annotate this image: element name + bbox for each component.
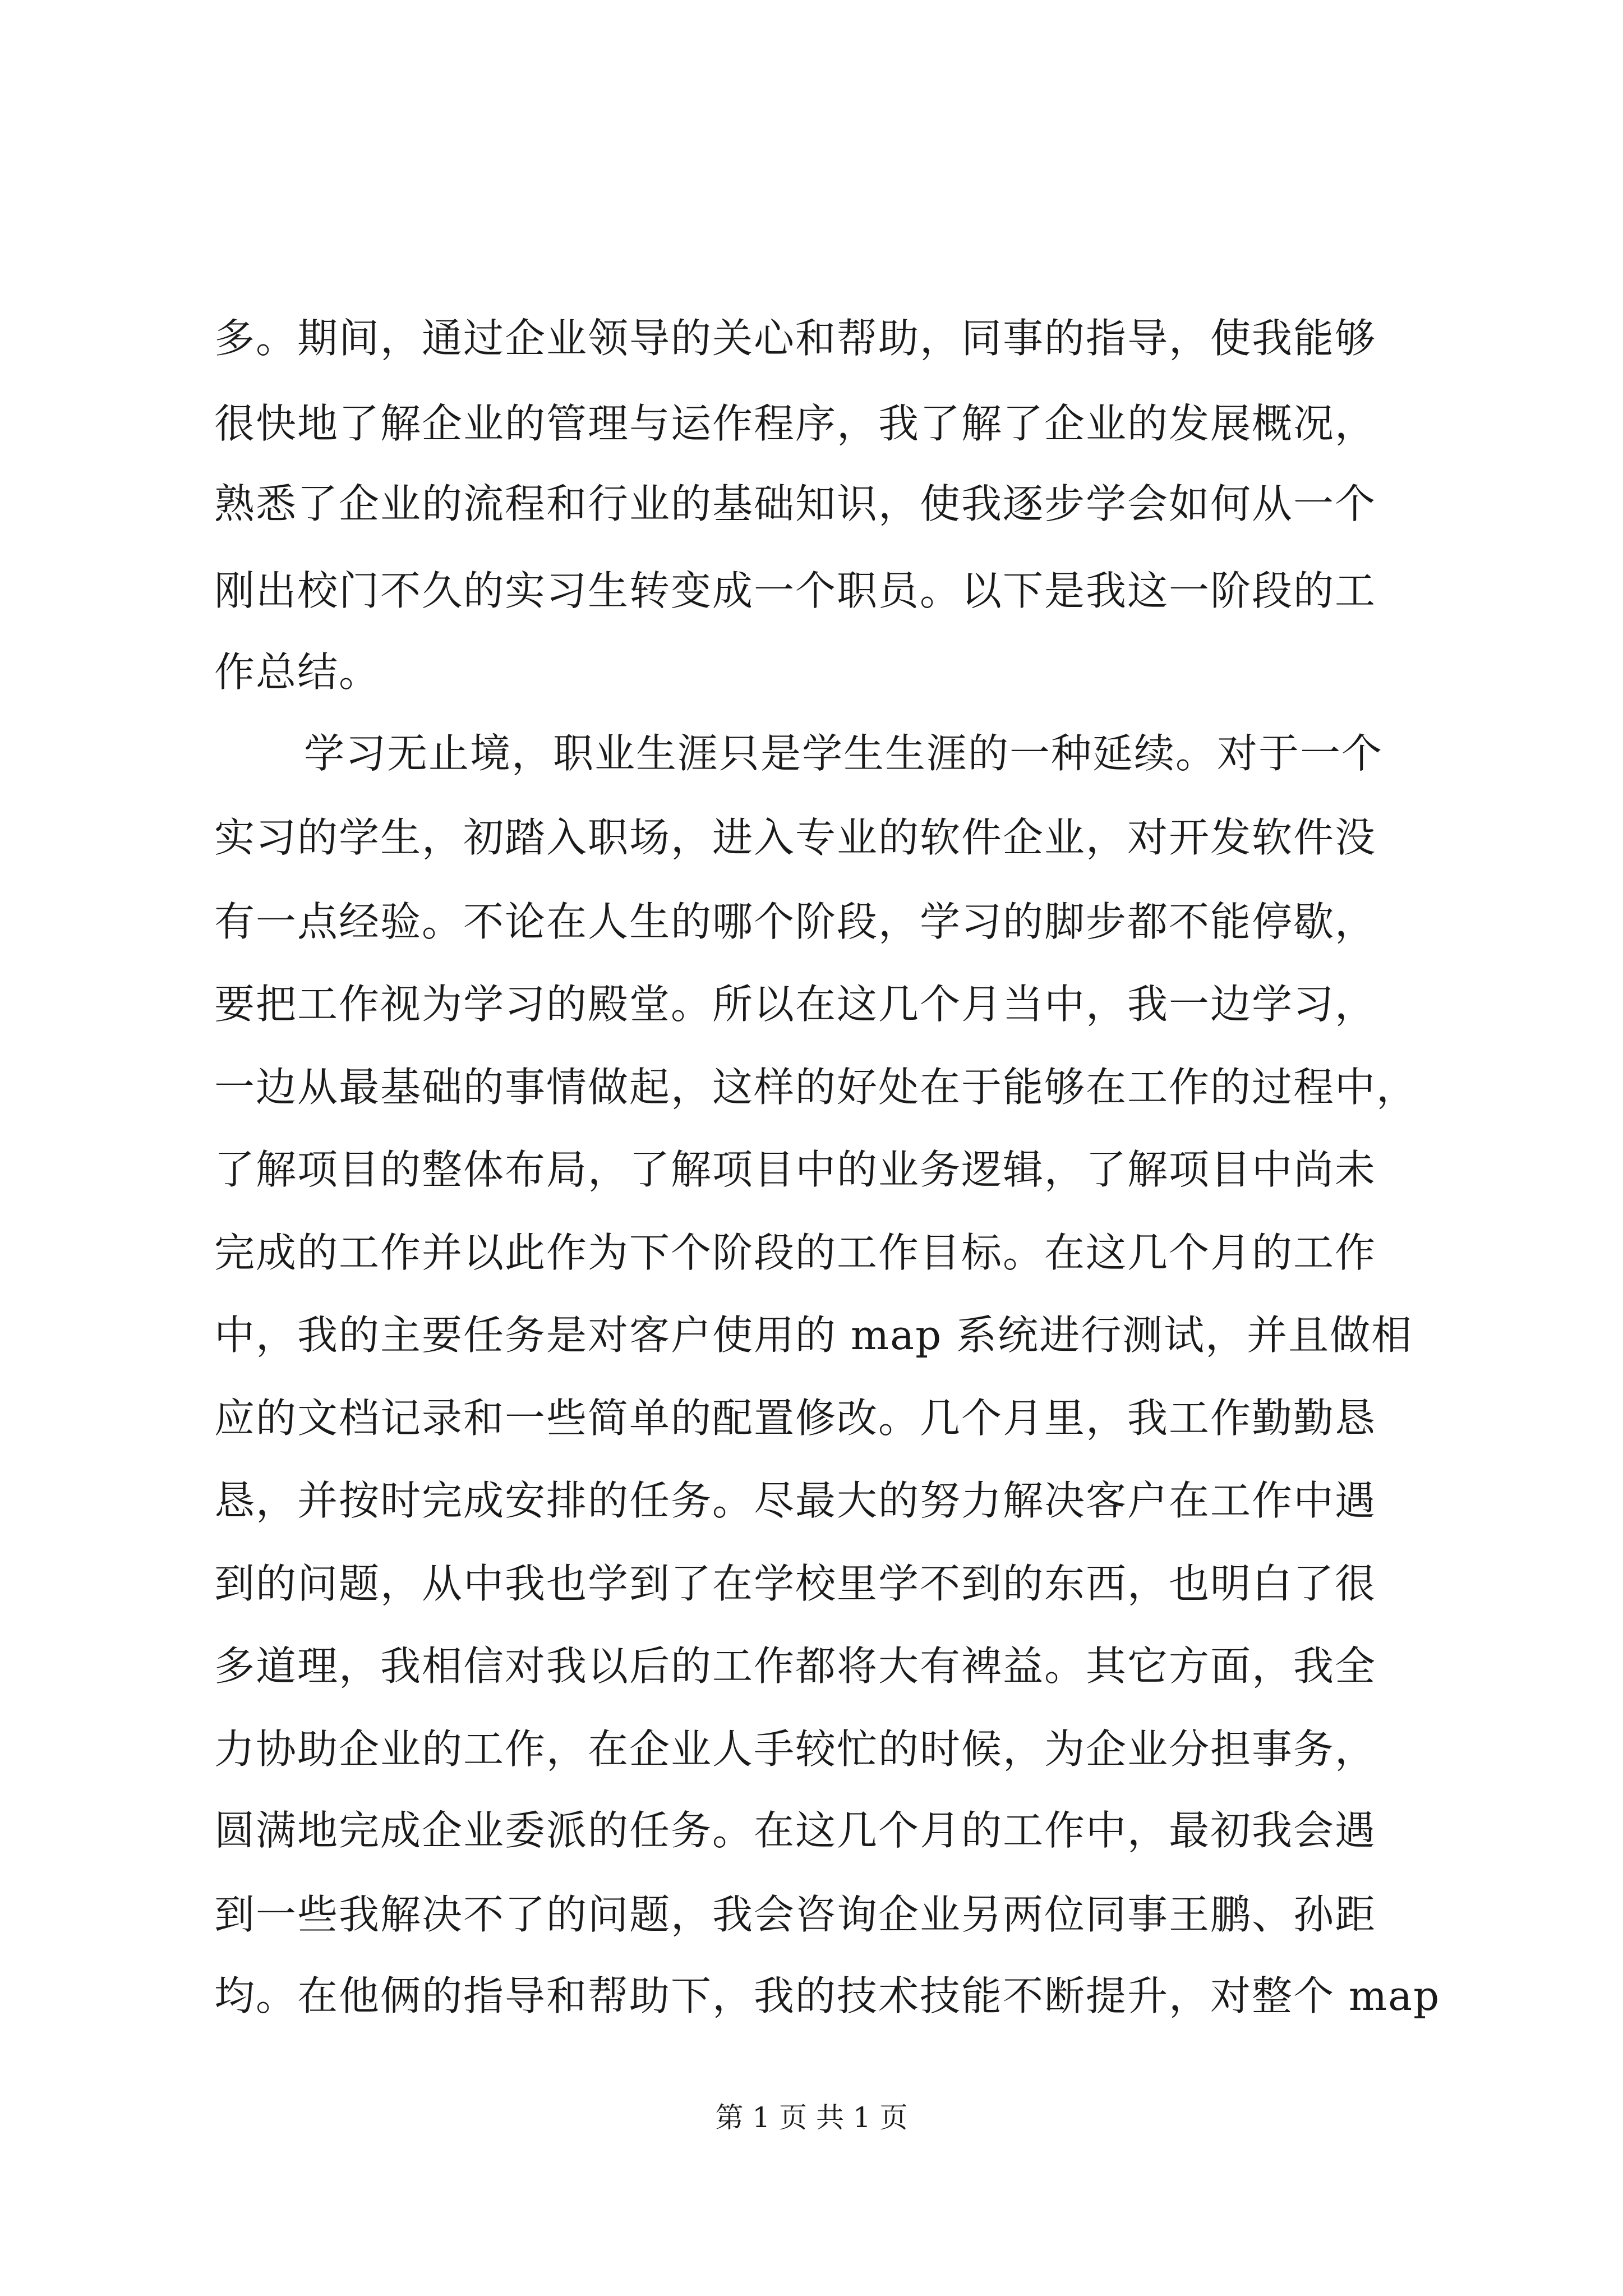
text-line: 作总结。	[214, 648, 381, 696]
text-line: 中，我的主要任务是对客户使用的 map 系统进行测试，并且做相	[214, 1312, 1413, 1359]
text-line: 到的问题，从中我也学到了在学校里学不到的东西，也明白了很	[214, 1560, 1377, 1607]
text-line: 应的文档记录和一些简单的配置修改。几个月里，我工作勤勤恳	[214, 1395, 1377, 1442]
text-line: 到一些我解决不了的问题，我会咨询企业另两位同事王鹏、孙距	[214, 1891, 1377, 1938]
text-line: 一边从最基础的事情做起，这样的好处在于能够在工作的过程中，	[214, 1064, 1418, 1111]
text-line: 恳，并按时完成安排的任务。尽最大的努力解决客户在工作中遇	[214, 1477, 1377, 1524]
text-line: 熟悉了企业的流程和行业的基础知识，使我逐步学会如何从一个	[214, 480, 1377, 527]
text-line: 均。在他俩的指导和帮助下，我的技术技能不断提升，对整个 map	[214, 1972, 1441, 2019]
text-line: 要把工作视为学习的殿堂。所以在这几个月当中，我一边学习，	[214, 981, 1377, 1028]
text-line: 有一点经验。不论在人生的哪个阶段，学习的脚步都不能停歇，	[214, 898, 1377, 945]
page-number-footer: 第 1 页 共 1 页	[715, 2101, 908, 2134]
text-line: 完成的工作并以此作为下个阶段的工作目标。在这几个月的工作	[214, 1229, 1377, 1276]
text-line: 多。期间，通过企业领导的关心和帮助，同事的指导，使我能够	[214, 315, 1377, 362]
paragraph-first-line: 学习无止境，职业生涯只是学生生涯的一种延续。对于一个	[304, 730, 1384, 777]
text-line: 力协助企业的工作，在企业人手较忙的时候，为企业分担事务，	[214, 1726, 1377, 1773]
text-line: 了解项目的整体布局，了解项目中的业务逻辑，了解项目中尚未	[214, 1146, 1377, 1193]
text-line: 很快地了解企业的管理与运作程序，我了解了企业的发展概况，	[214, 400, 1377, 447]
text-line: 实习的学生，初踏入职场，进入专业的软件企业，对开发软件没	[214, 814, 1377, 861]
text-line: 刚出校门不久的实习生转变成一个职员。以下是我这一阶段的工	[214, 567, 1377, 614]
text-line: 圆满地完成企业委派的任务。在这几个月的工作中，最初我会遇	[214, 1807, 1377, 1854]
text-line: 多道理，我相信对我以后的工作都将大有裨益。其它方面，我全	[214, 1642, 1377, 1690]
